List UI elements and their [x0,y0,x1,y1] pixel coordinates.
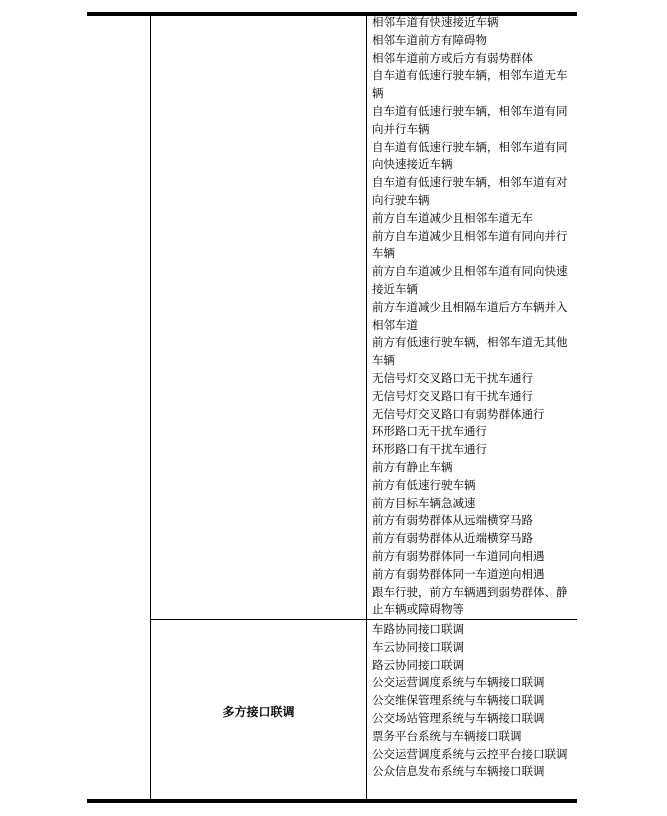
list-item: 环形路口有干扰车通行 [372,442,487,457]
list-item: 公交维保管理系统与车辆接口联调 [372,693,545,708]
list-item: 跟车行驶，前方车辆遇到弱势群体、静止车辆或障碍物等 [372,584,568,617]
list-item: 自车道有低速行驶车辆，相邻车道有同向并行车辆 [372,103,568,136]
column-divider-2 [366,14,367,801]
list-item: 自车道有低速行驶车辆，相邻车道有对向行驶车辆 [372,175,568,207]
list-item: 前方有弱势群体从远端横穿马路 [372,513,533,528]
row-divider [150,619,577,620]
column-divider-1 [150,14,151,801]
list-item: 公交运营调度系统与云控平台接口联调 [372,746,568,761]
list-item: 车路协同接口联调 [372,622,464,636]
list-item: 前方自车道减少且相邻车道有同向快速接近车辆 [372,264,568,296]
list-item: 相邻车道前方有障碍物 [372,32,487,47]
list-item: 前方自车道减少且相邻车道有同向并行车辆 [372,228,568,261]
list-item: 前方有弱势群体同一车道同向相遇 [372,548,545,563]
list-item: 公众信息发布系统与车辆接口联调 [372,764,545,779]
list-item: 公交场站管理系统与车辆接口联调 [372,710,545,725]
list-item: 路云协同接口联调 [372,657,464,672]
list-item: 自车道有低速行驶车辆，相邻车道无车辆 [372,68,568,101]
section-label: 多方接口联调 [222,705,295,719]
list-item: 前方有静止车辆 [372,459,453,474]
list-item: 票务平台系统与车辆接口联调 [372,728,522,743]
list-item: 前方有低速行驶车辆 [372,477,476,492]
list-item: 前方车道减少且相隔车道后方车辆并入相邻车道 [372,299,568,332]
interface-list [372,621,577,781]
list-item: 前方有低速行驶车辆，相邻车道无其他车辆 [372,335,568,368]
list-item: 前方有弱势群体同一车道逆向相遇 [372,566,545,581]
table-bottom-rule [87,799,577,803]
list-item: 前方目标车辆急减速 [372,495,476,510]
list-item: 相邻车道前方或后方有弱势群体 [372,50,533,65]
list-item: 无信号灯交叉路口有干扰车通行 [372,388,533,403]
scenario-list-cell [372,14,577,619]
list-item: 车云协同接口联调 [372,639,464,654]
list-item: 无信号灯交叉路口有弱势群体通行 [372,406,545,421]
interface-list-cell [372,621,577,781]
list-item: 环形路口无干扰车通行 [372,424,487,439]
list-item: 自车道有低速行驶车辆，相邻车道有同向快速接近车辆 [372,139,568,172]
list-item: 前方有弱势群体从近端横穿马路 [372,531,533,546]
list-item: 相邻车道有快速接近车辆 [372,15,499,29]
scenario-list [372,14,577,619]
list-item: 无信号灯交叉路口无干扰车通行 [372,370,533,385]
list-item: 前方自车道减少且相邻车道无车 [372,210,533,225]
list-item: 公交运营调度系统与车辆接口联调 [372,675,545,690]
